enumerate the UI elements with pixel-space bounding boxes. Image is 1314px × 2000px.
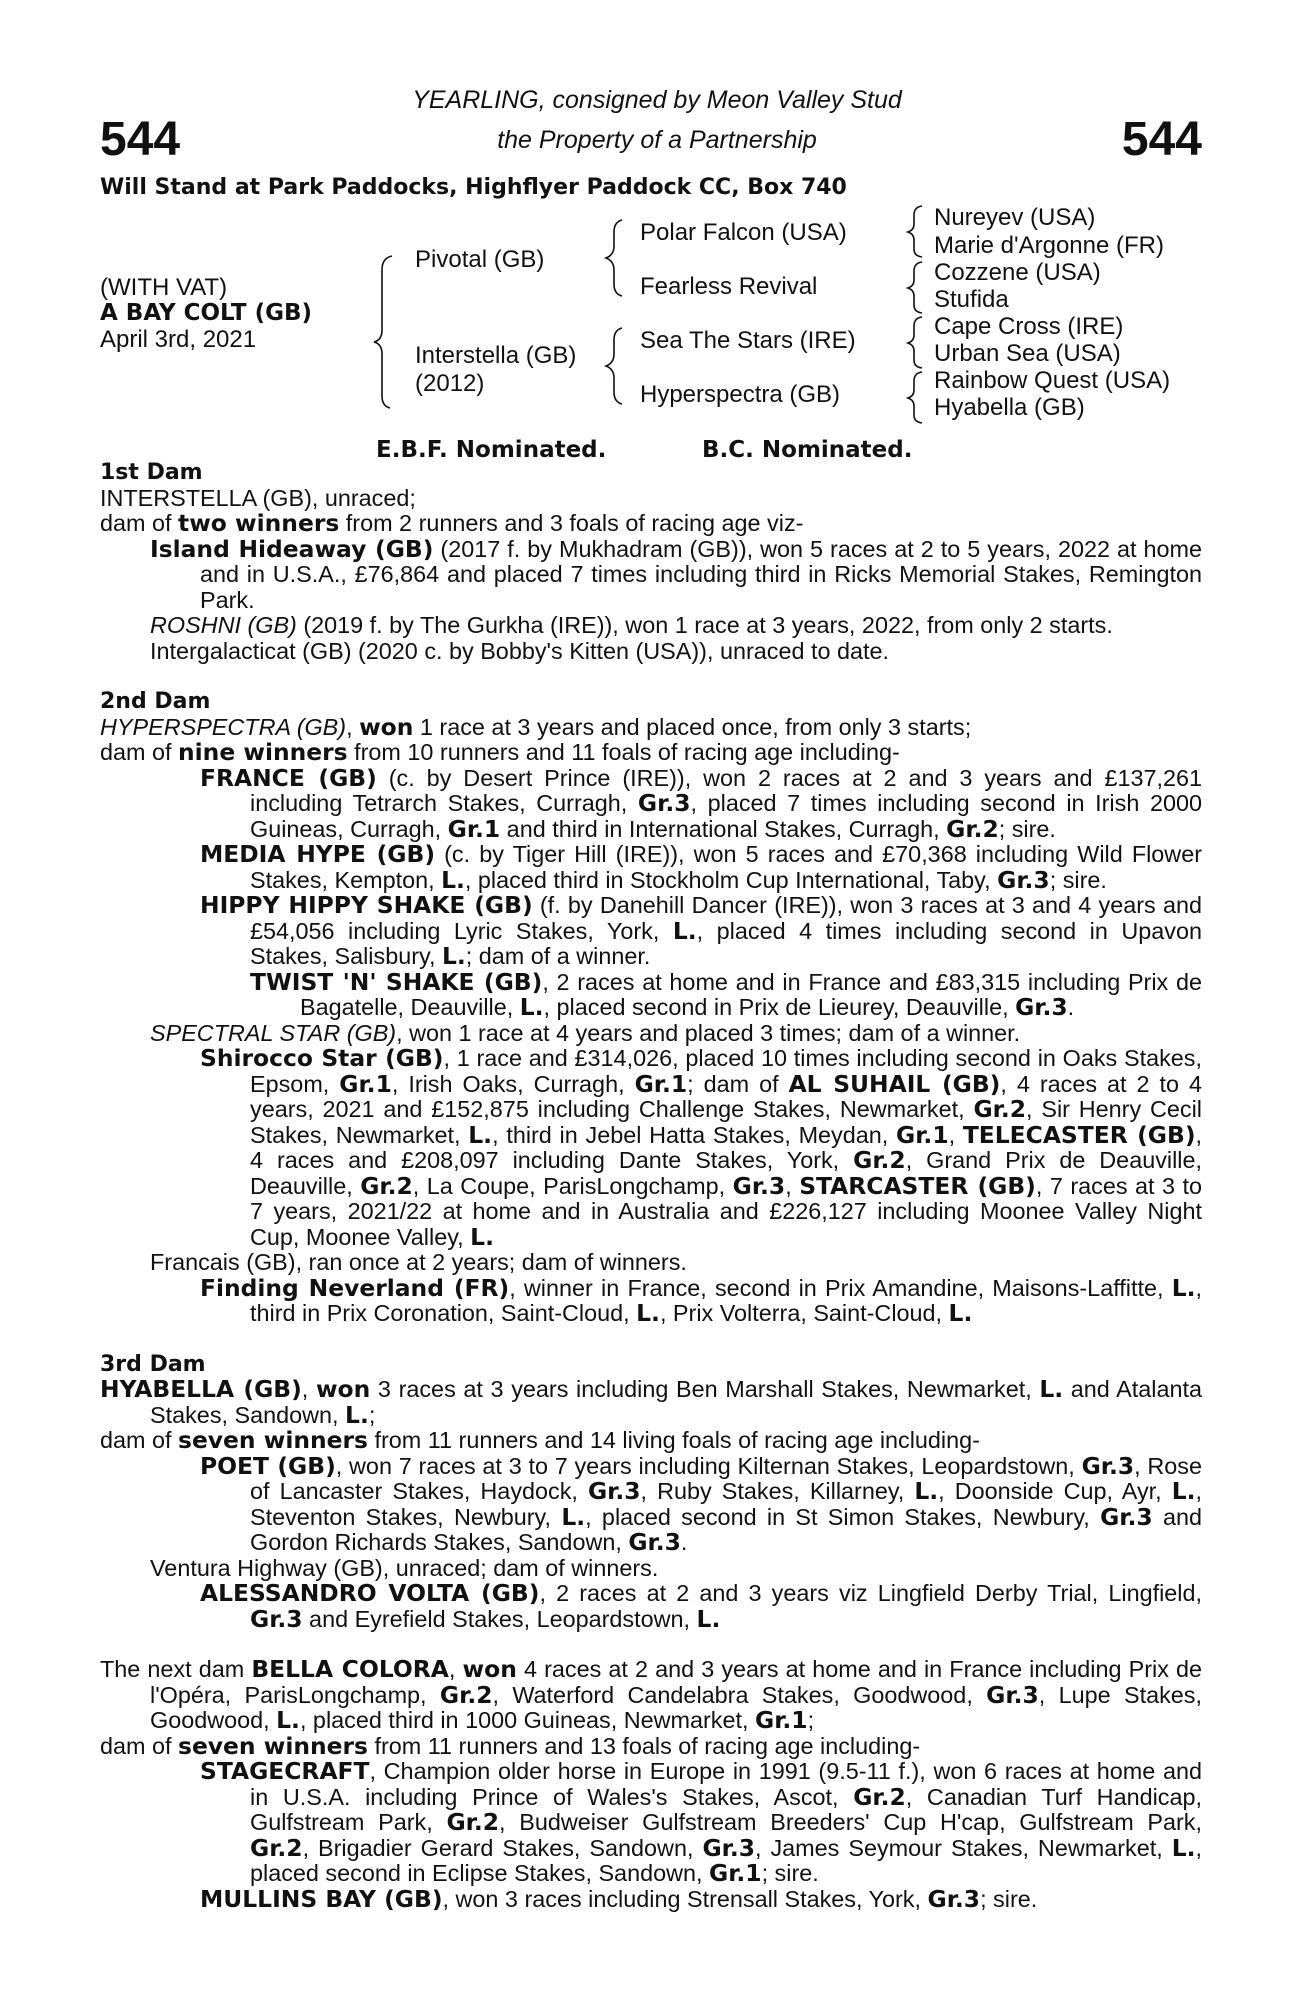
stand-location: Will Stand at Park Paddocks, Highflyer Paddock CC, Box 740 (100, 175, 847, 200)
dam-year: (2012) (415, 370, 485, 397)
great-grandparent-7: Rainbow Quest (USA) (934, 367, 1171, 394)
progeny-entry: ROSHNI (GB) (2019 f. by The Gurkha (IRE)), won 1 race at 3 years, 2022, from only 2 starts. (150, 612, 1113, 638)
progeny-entry: Francais (GB), ran once at 2 years; dam of winners. (150, 1249, 687, 1275)
third-dam-heading: 3rd Dam (100, 1351, 206, 1377)
progeny-entry: POET (GB), won 7 races at 3 to 7 years including Kilternan Stakes, Leopardstown, Gr.3, Rose of Lancaster Stakes, Haydock, Gr.3, Ruby Stakes, Killarney, L., Doonside Cup, Ayr, L., Steventon Stakes, Newbury, L., placed second in St Simon Stakes, Newbury, Gr.3 and Gordon Richards Stakes, Sandown, Gr.3. (200, 1451, 1203, 1556)
progeny-name: POET (GB) (200, 1451, 336, 1480)
progeny-entry: MULLINS BAY (GB), won 3 races including Strensall Stakes, York, Gr.3; sire. (200, 1884, 1038, 1913)
progeny-name: ROSHNI (GB) (150, 612, 297, 638)
pedigree-body (100, 460, 1202, 1912)
lot-number-left: 544 (100, 113, 181, 166)
progeny-name: SPECTRAL STAR (GB) (150, 1019, 397, 1046)
great-grandparent-3: Cozzene (USA) (934, 259, 1101, 286)
progeny-entry: TWIST 'N' SHAKE (GB), 2 races at home and in France and £83,315 including Prix de Bagatelle, Deauville, L., placed second in Prix de Lieurey, Deauville, Gr.3. (250, 967, 1202, 1021)
progeny-entry: Ventura Highway (GB), unraced; dam of winners. (150, 1554, 659, 1581)
third-dam-summary: dam of seven winners from 11 runners and 14 living foals of racing age including- (100, 1426, 980, 1454)
great-grandparent-1: Nureyev (USA) (934, 204, 1096, 231)
progeny-name: STAGECRAFT (200, 1757, 370, 1785)
progeny-name: Finding Neverland (FR) (200, 1273, 510, 1302)
progeny-name: Shirocco Star (GB) (200, 1044, 444, 1072)
dam-sire: Sea The Stars (IRE) (640, 327, 856, 354)
bc-nomination: B.C. Nominated. (702, 437, 913, 463)
progeny-name: MEDIA HYPE (GB) (200, 840, 436, 868)
great-grandparent-8: Hyabella (GB) (934, 394, 1085, 421)
progeny-entry: HIPPY HIPPY SHAKE (GB) (f. by Danehill Dancer (IRE)), won 3 races at 3 and 4 years and £54,056 including Lyric Stakes, York, L., placed 4 times including second in Upavon Stakes, Salisbury, L.; dam of a winner. (200, 891, 1202, 970)
progeny-entry: ALESSANDRO VOLTA (GB), 2 races at 2 and 3 years viz Lingfield Derby Trial, Lingfield, Gr.3 and Eyrefield Stakes, Leopardstown, L. (200, 1579, 1202, 1633)
progeny-entry: Finding Neverland (FR), winner in France, second in Prix Amandine, Maisons-Laffitte, L., third in Prix Coronation, Saint-Cloud, L., Prix Volterra, Saint-Cloud, L. (200, 1273, 1202, 1327)
progeny-entry: FRANCE (GB) (c. by Desert Prince (IRE)), won 2 races at 2 and 3 years and £137,261 including Tetrarch Stakes, Curragh, Gr.3, placed 7 times including second in Irish 2000 Guineas, Curragh, Gr.1 and third in International Stakes, Curragh, Gr.2; sire. (200, 763, 1203, 843)
progeny-entry: Shirocco Star (GB), 1 race and £314,026, placed 10 times including second in Oaks Stakes, Epsom, Gr.1, Irish Oaks, Curragh, Gr.1; dam of AL SUHAIL (GB), 4 races at 2 to 4 years, 2021 and £152,875 including Challenge Stakes, Newmarket, Gr.2, Sir Henry Cecil Stakes, Newmarket, L., third in Jebel Hatta Stakes, Meydan, Gr.1, TELECASTER (GB), 4 races and £208,097 including Dante Stakes, York, Gr.2, Grand Prix de Deauville, Deauville, Gr.2, La Coupe, ParisLongchamp, Gr.3, STARCASTER (GB), 7 races at 3 to 7 years, 2021/22 at home and in Australia and £226,127 including Moonee Valley Night Cup, Moonee Valley, L. (200, 1044, 1203, 1251)
first-dam-intro: INTERSTELLA (GB), unraced; (100, 484, 416, 511)
great-grandparent-5: Cape Cross (IRE) (934, 313, 1124, 340)
vat-note: (WITH VAT) (100, 274, 228, 301)
lot-number-right: 544 (1121, 113, 1202, 166)
progeny-entry: MEDIA HYPE (GB) (c. by Tiger Hill (IRE)), won 5 races and £70,368 including Wild Flower Stakes, Kempton, L., placed third in Stockholm Cup International, Taby, Gr.3; sire. (200, 840, 1202, 894)
sire-sire: Polar Falcon (USA) (640, 219, 847, 246)
sire-dam: Fearless Revival (640, 273, 818, 300)
next-dam-summary: dam of seven winners from 11 runners and 13 foals of racing age including- (100, 1731, 921, 1760)
second-dam-summary: dam of nine winners from 10 runners and 11 foals of racing age including- (100, 738, 900, 766)
progeny-entry: Island Hideaway (GB) (2017 f. by Mukhadram (GB)), won 5 races at 2 to 5 years, 2022 at home and in U.S.A., £76,864 and placed 7 times including third in Ricks Memorial Stakes, Remington Park. (150, 534, 1202, 613)
progeny-name: MULLINS BAY (GB) (200, 1884, 443, 1913)
dam: Interstella (GB) (415, 342, 577, 369)
great-grandparent-6: Urban Sea (USA) (934, 340, 1121, 367)
lot-name: A BAY COLT (GB) (100, 300, 313, 326)
progeny-entry: STAGECRAFT, Champion older horse in Europe in 1991 (9.5-11 f.), won 6 races at home and in U.S.A. including Prince of Wales's Stakes, Ascot, Gr.2, Canadian Turf Handicap, Gulfstream Park, Gr.2, Budweiser Gulfstream Breeders' Cup H'cap, Gulfstream Park, Gr.2, Brigadier Gerard Stakes, Sandown, Gr.3, James Seymour Stakes, Newmarket, L., placed second in Eclipse Stakes, Sandown, Gr.1; sire. (200, 1757, 1202, 1887)
sire: Pivotal (GB) (415, 246, 545, 273)
progeny-name: ALESSANDRO VOLTA (GB) (200, 1579, 540, 1607)
progeny-name: HIPPY HIPPY SHAKE (GB) (200, 891, 533, 919)
great-grandparent-4: Stufida (934, 286, 1009, 313)
next-dam-intro: The next dam BELLA COLORA, won 4 races at 2 and 3 years at home and in France including Prix de l'Opéra, ParisLongchamp, Gr.2, Waterford Candelabra Stakes, Goodwood, Gr.3, Lupe Stakes, Goodwood, L., placed third in 1000 Guineas, Newmarket, Gr.1; (100, 1655, 1203, 1734)
great-grandparent-2: Marie d'Argonne (FR) (934, 232, 1164, 259)
first-dam-heading: 1st Dam (100, 460, 203, 485)
first-dam-summary: dam of two winners from 2 runners and 3 foals of racing age viz- (100, 509, 804, 537)
consignment-line: YEARLING, consigned by Meon Valley Stud (412, 86, 902, 114)
progeny-name: TWIST 'N' SHAKE (GB) (250, 967, 543, 996)
progeny-name: FRANCE (GB) (200, 763, 377, 792)
progeny-entry: Intergalacticat (GB) (2020 c. by Bobby's Kitten (USA)), unraced to date. (150, 637, 890, 664)
ebf-nomination: E.B.F. Nominated. (376, 437, 607, 463)
second-dam-heading: 2nd Dam (100, 689, 211, 714)
dam-dam: Hyperspectra (GB) (640, 381, 841, 408)
property-line: the Property of a Partnership (497, 126, 817, 154)
progeny-name: Island Hideaway (GB) (150, 534, 434, 563)
foaling-date: April 3rd, 2021 (100, 326, 257, 353)
second-dam-intro: HYPERSPECTRA (GB), won 1 race at 3 years and placed once, from only 3 starts; (100, 712, 972, 741)
progeny-entry: SPECTRAL STAR (GB), won 1 race at 4 years and placed 3 times; dam of a winner. (150, 1019, 1021, 1046)
third-dam-intro: HYABELLA (GB), won 3 races at 3 years including Ben Marshall Stakes, Newmarket, L. and Atalanta Stakes, Sandown, L.; (100, 1375, 1202, 1429)
